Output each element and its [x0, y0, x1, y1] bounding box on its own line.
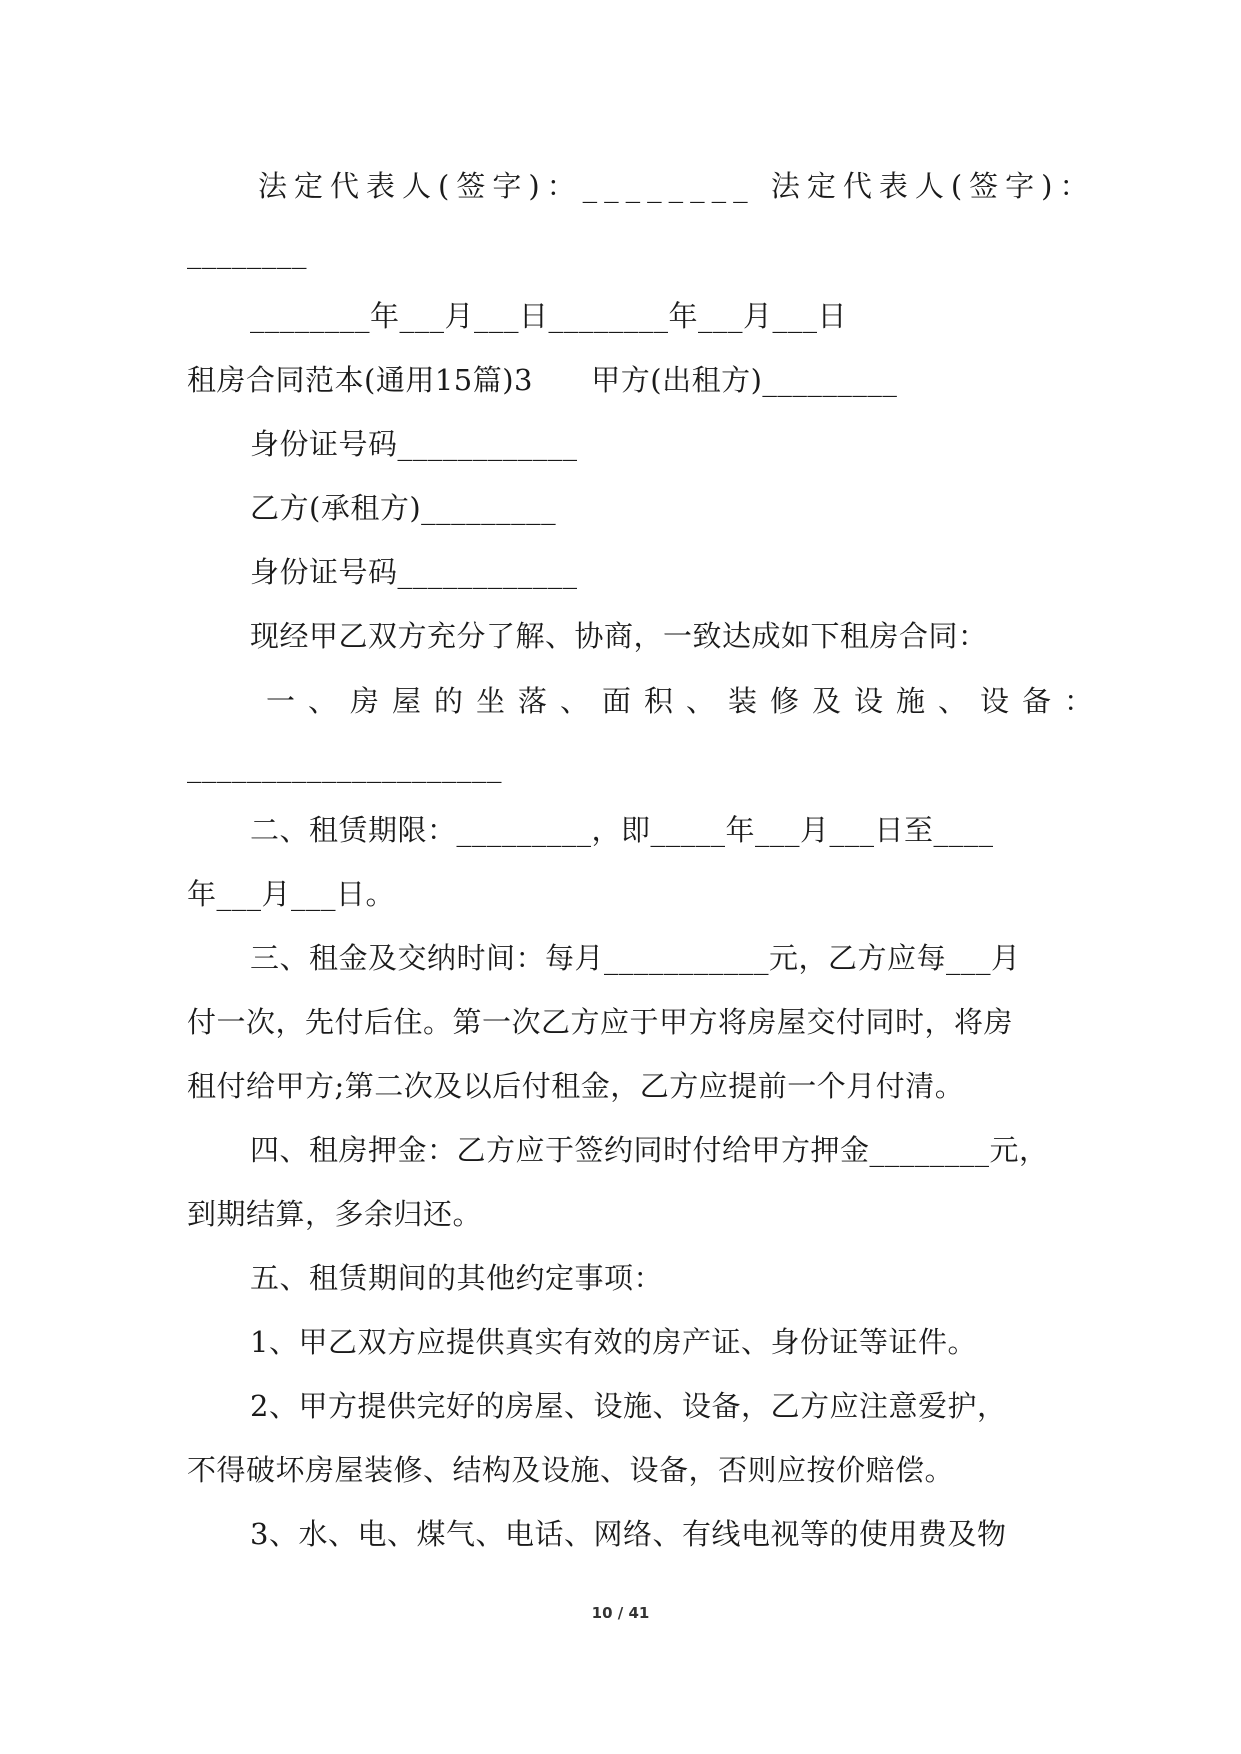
party-a-id-line: 身份证号码____________: [250, 427, 578, 461]
clause-3-line-3: 租付给甲方;第二次及以后付租金，乙方应提前一个月付清。: [187, 1069, 965, 1103]
clause-4-line-1: 四、租房押金：乙方应于签约同时付给甲方押金________元，: [250, 1133, 1049, 1167]
clause-1-heading: 一、房屋的坐落、面积、装修及设施、设备：: [266, 684, 1107, 718]
party-b-line: 乙方(承租方)_________: [250, 491, 557, 525]
item-3-line-1: 3、水、电、煤气、电话、网络、有线电视等的使用费及物: [250, 1517, 1007, 1551]
clause-2-line-1: 二、租赁期限：_________，即_____年___月___日至____: [250, 813, 994, 847]
clause-4-line-2: 到期结算，多余归还。: [187, 1197, 483, 1231]
clause-2-line-2: 年___月___日。: [187, 877, 396, 911]
intro-paragraph: 现经甲乙双方充分了解、协商，一致达成如下租房合同：: [250, 619, 988, 653]
clause-5-heading: 五、租赁期间的其他约定事项：: [250, 1261, 664, 1295]
item-2-line-2: 不得破坏房屋装修、结构及设施、设备，否则应按价赔偿。: [187, 1453, 955, 1487]
page-number: 10 / 41: [591, 1604, 650, 1622]
contract-title-line: 租房合同范本(通用15篇)3 甲方(出租方)_________: [187, 363, 898, 397]
signature-line-legal-rep: 法定代表人(签字)：________ 法定代表人(签字)：: [258, 169, 1096, 203]
signature-blank: ________: [187, 235, 307, 269]
date-line: ________年___月___日________年___月___日: [250, 299, 848, 333]
clause-3-line-2: 付一次，先付后住。第一次乙方应于甲方将房屋交付同时，将房: [187, 1005, 1014, 1039]
item-2-line-1: 2、甲方提供完好的房屋、设施、设备，乙方应注意爱护，: [250, 1389, 1007, 1423]
clause-3-line-1: 三、租金及交纳时间：每月___________元，乙方应每___月: [250, 941, 1021, 975]
clause-1-blank: _____________________: [187, 749, 502, 783]
item-1: 1、甲乙双方应提供真实有效的房产证、身份证等证件。: [250, 1325, 977, 1359]
party-b-id-line: 身份证号码____________: [250, 555, 578, 589]
